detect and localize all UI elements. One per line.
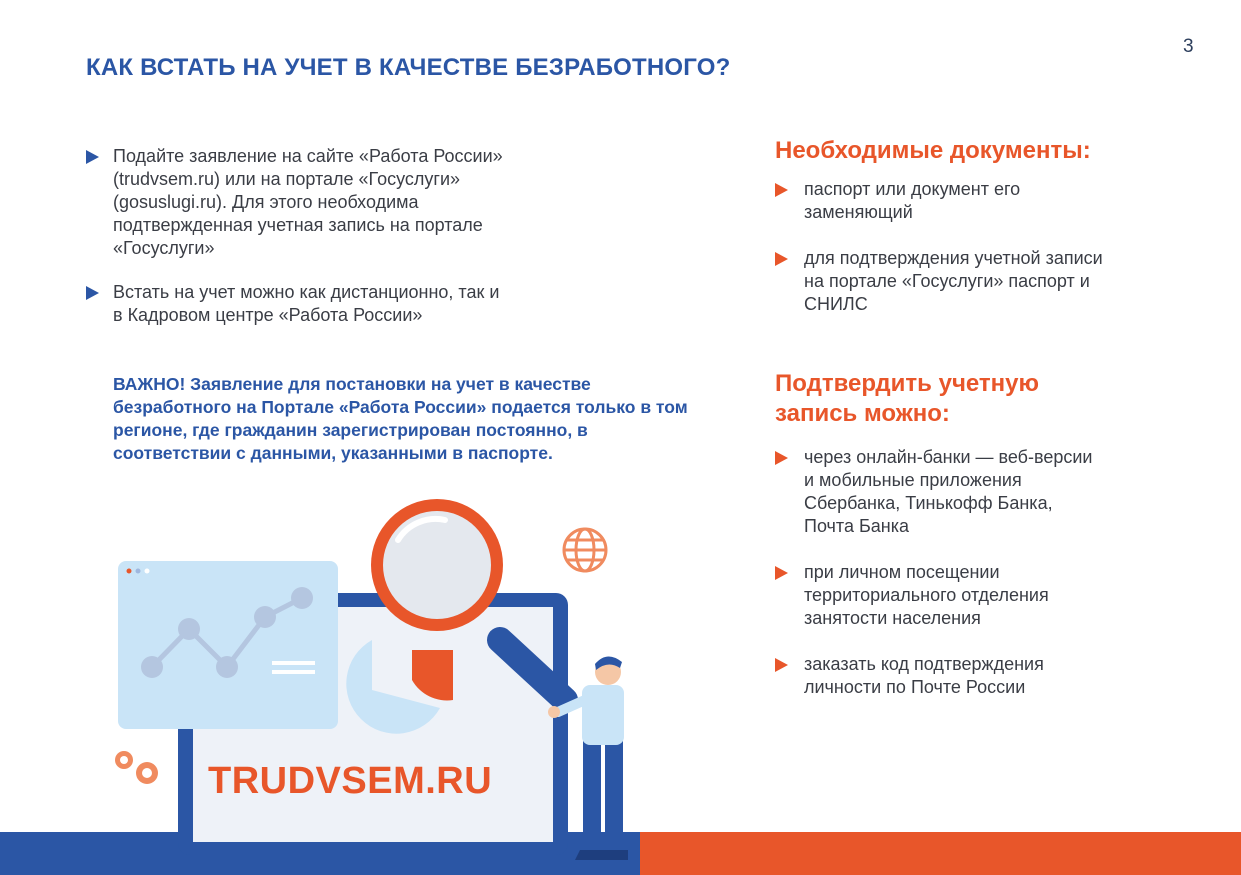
- list-item: через онлайн-банки — веб-версии и мобильные приложения Сбербанка, Тинькофф Банка, Почта Банка: [775, 446, 1104, 538]
- chart-card-icon: [118, 561, 338, 729]
- important-note: ВАЖНО! Заявление для постановки на учет в качестве безработного на Портале «Работа России» подается только в том регионе, где гражданин зарегистрирован постоянно, в соответствии с данными, указанными в паспорте.: [113, 374, 688, 463]
- confirm-heading: Подтвердить учетную запись можно:: [775, 370, 1039, 427]
- list-item: Встать на учет можно как дистанционно, так и в Кадровом центре «Работа России»: [86, 281, 513, 327]
- documents-list: [775, 178, 1215, 339]
- steps-list: [86, 145, 586, 348]
- globe-icon: [564, 529, 606, 571]
- page-title: КАК ВСТАТЬ НА УЧЕТ В КАЧЕСТВЕ БЕЗРАБОТНОГО?: [86, 54, 731, 81]
- documents-heading: Необходимые документы:: [775, 137, 1091, 164]
- list-item: паспорт или документ его заменяющий: [775, 178, 1034, 224]
- illustration: [0, 480, 1241, 875]
- gears-icon: [115, 751, 158, 784]
- list-item: заказать код подтверждения личности по Почте России: [775, 653, 1094, 699]
- site-url: TRUDVSEM.RU: [208, 760, 493, 802]
- bottom-band-orange: [640, 832, 1241, 875]
- list-item: при личном посещении территориального отделения занятости населения: [775, 561, 1094, 630]
- page-number: 3: [1183, 36, 1194, 57]
- list-item: Подайте заявление на сайте «Работа России» (trudvsem.ru) или на портале «Госуслуги» (gosuslugi.ru). Для этого необходима подтвержденная учетная запись на портале «Госуслуги»: [86, 145, 553, 260]
- list-item: для подтверждения учетной записи на портале «Госуслуги» паспорт и СНИЛС: [775, 247, 1109, 316]
